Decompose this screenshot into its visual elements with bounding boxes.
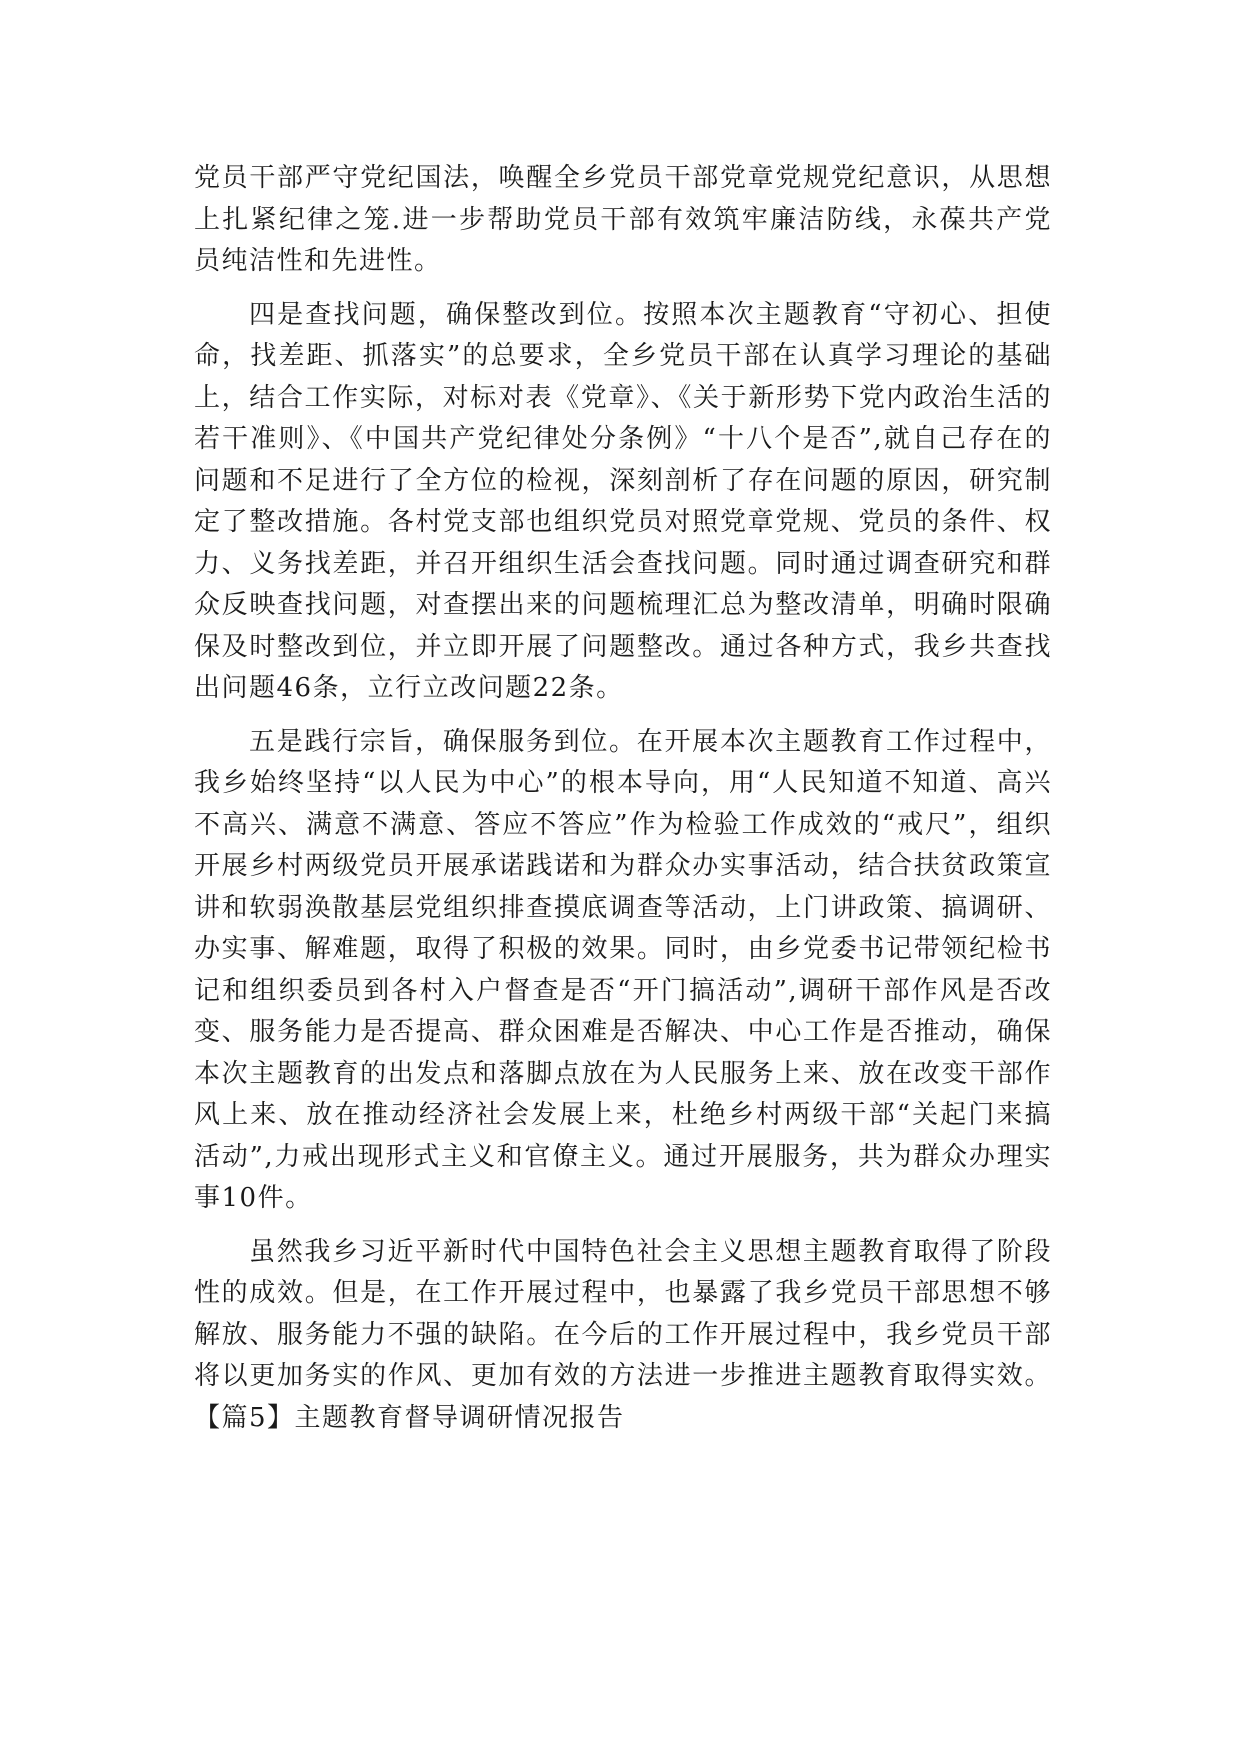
- document-page: [194, 158, 1052, 1439]
- paragraph-find-problems: 四是查找问题，确保整改到位。按照本次主题教育“守初心、担使命，找差距、抓落实”的总要求，全乡党员干部在认真学习理论的基础上，结合工作实际，对标对表《党章》、《关于新形势下党内政治生活的若干准则》、《中国共产党纪律处分条例》“十八个是否”,就自己存在的问题和不足进行了全方位的检视，深刻剖析了存在问题的原因，研究制定了整改措施。各村党支部也组织党员对照党章党规、党员的条件、权力、义务找差距，并召开组织生活会查找问题。同时通过调查研究和群众反映查找问题，对查摆出来的问题梳理汇总为整改清单，明确时限确保及时整改到位，并立即开展了问题整改。通过各种方式，我乡共查找出问题46条，立行立改问题22条。: [194, 299, 1052, 703]
- paragraph-practice-purpose: 五是践行宗旨，确保服务到位。在开展本次主题教育工作过程中，我乡始终坚持“以人民为中心”的根本导向，用“人民知道不知道、高兴不高兴、满意不满意、答应不答应”作为检验工作成效的“戒尺”，组织开展乡村两级党员开展承诺践诺和为群众办实事活动，结合扶贫政策宣讲和软弱涣散基层党组织排查摸底调查等活动，上门讲政策、搞调研、办实事、解难题，取得了积极的效果。同时，由乡党委书记带领纪检书记和组织委员到各村入户督查是否“开门搞活动”,调研干部作风是否改变、服务能力是否提高、群众困难是否解决、中心工作是否推动，确保本次主题教育的出发点和落脚点放在为人民服务上来、放在改变干部作风上来、放在推动经济社会发展上来，杜绝乡村两级干部“关起门来搞活动”,力戒出现形式主义和官僚主义。通过开展服务，共为群众办理实事10件。: [194, 726, 1052, 1213]
- paragraph-continuation: 党员干部严守党纪国法，唤醒全乡党员干部党章党规党纪意识，从思想上扎紧纪律之笼.进一步帮助党员干部有效筑牢廉洁防线，永葆共产党员纯洁性和先进性。: [194, 163, 1052, 276]
- paragraph-conclusion: 虽然我乡习近平新时代中国特色社会主义思想主题教育取得了阶段性的成效。但是，在工作开展过程中，也暴露了我乡党员干部思想不够解放、服务能力不强的缺陷。在今后的工作开展过程中，我乡党员干部将以更加务实的作风、更加有效的方法进一步推进主题教育取得实效。【篇5】主题教育督导调研情况报告: [194, 1236, 1052, 1433]
